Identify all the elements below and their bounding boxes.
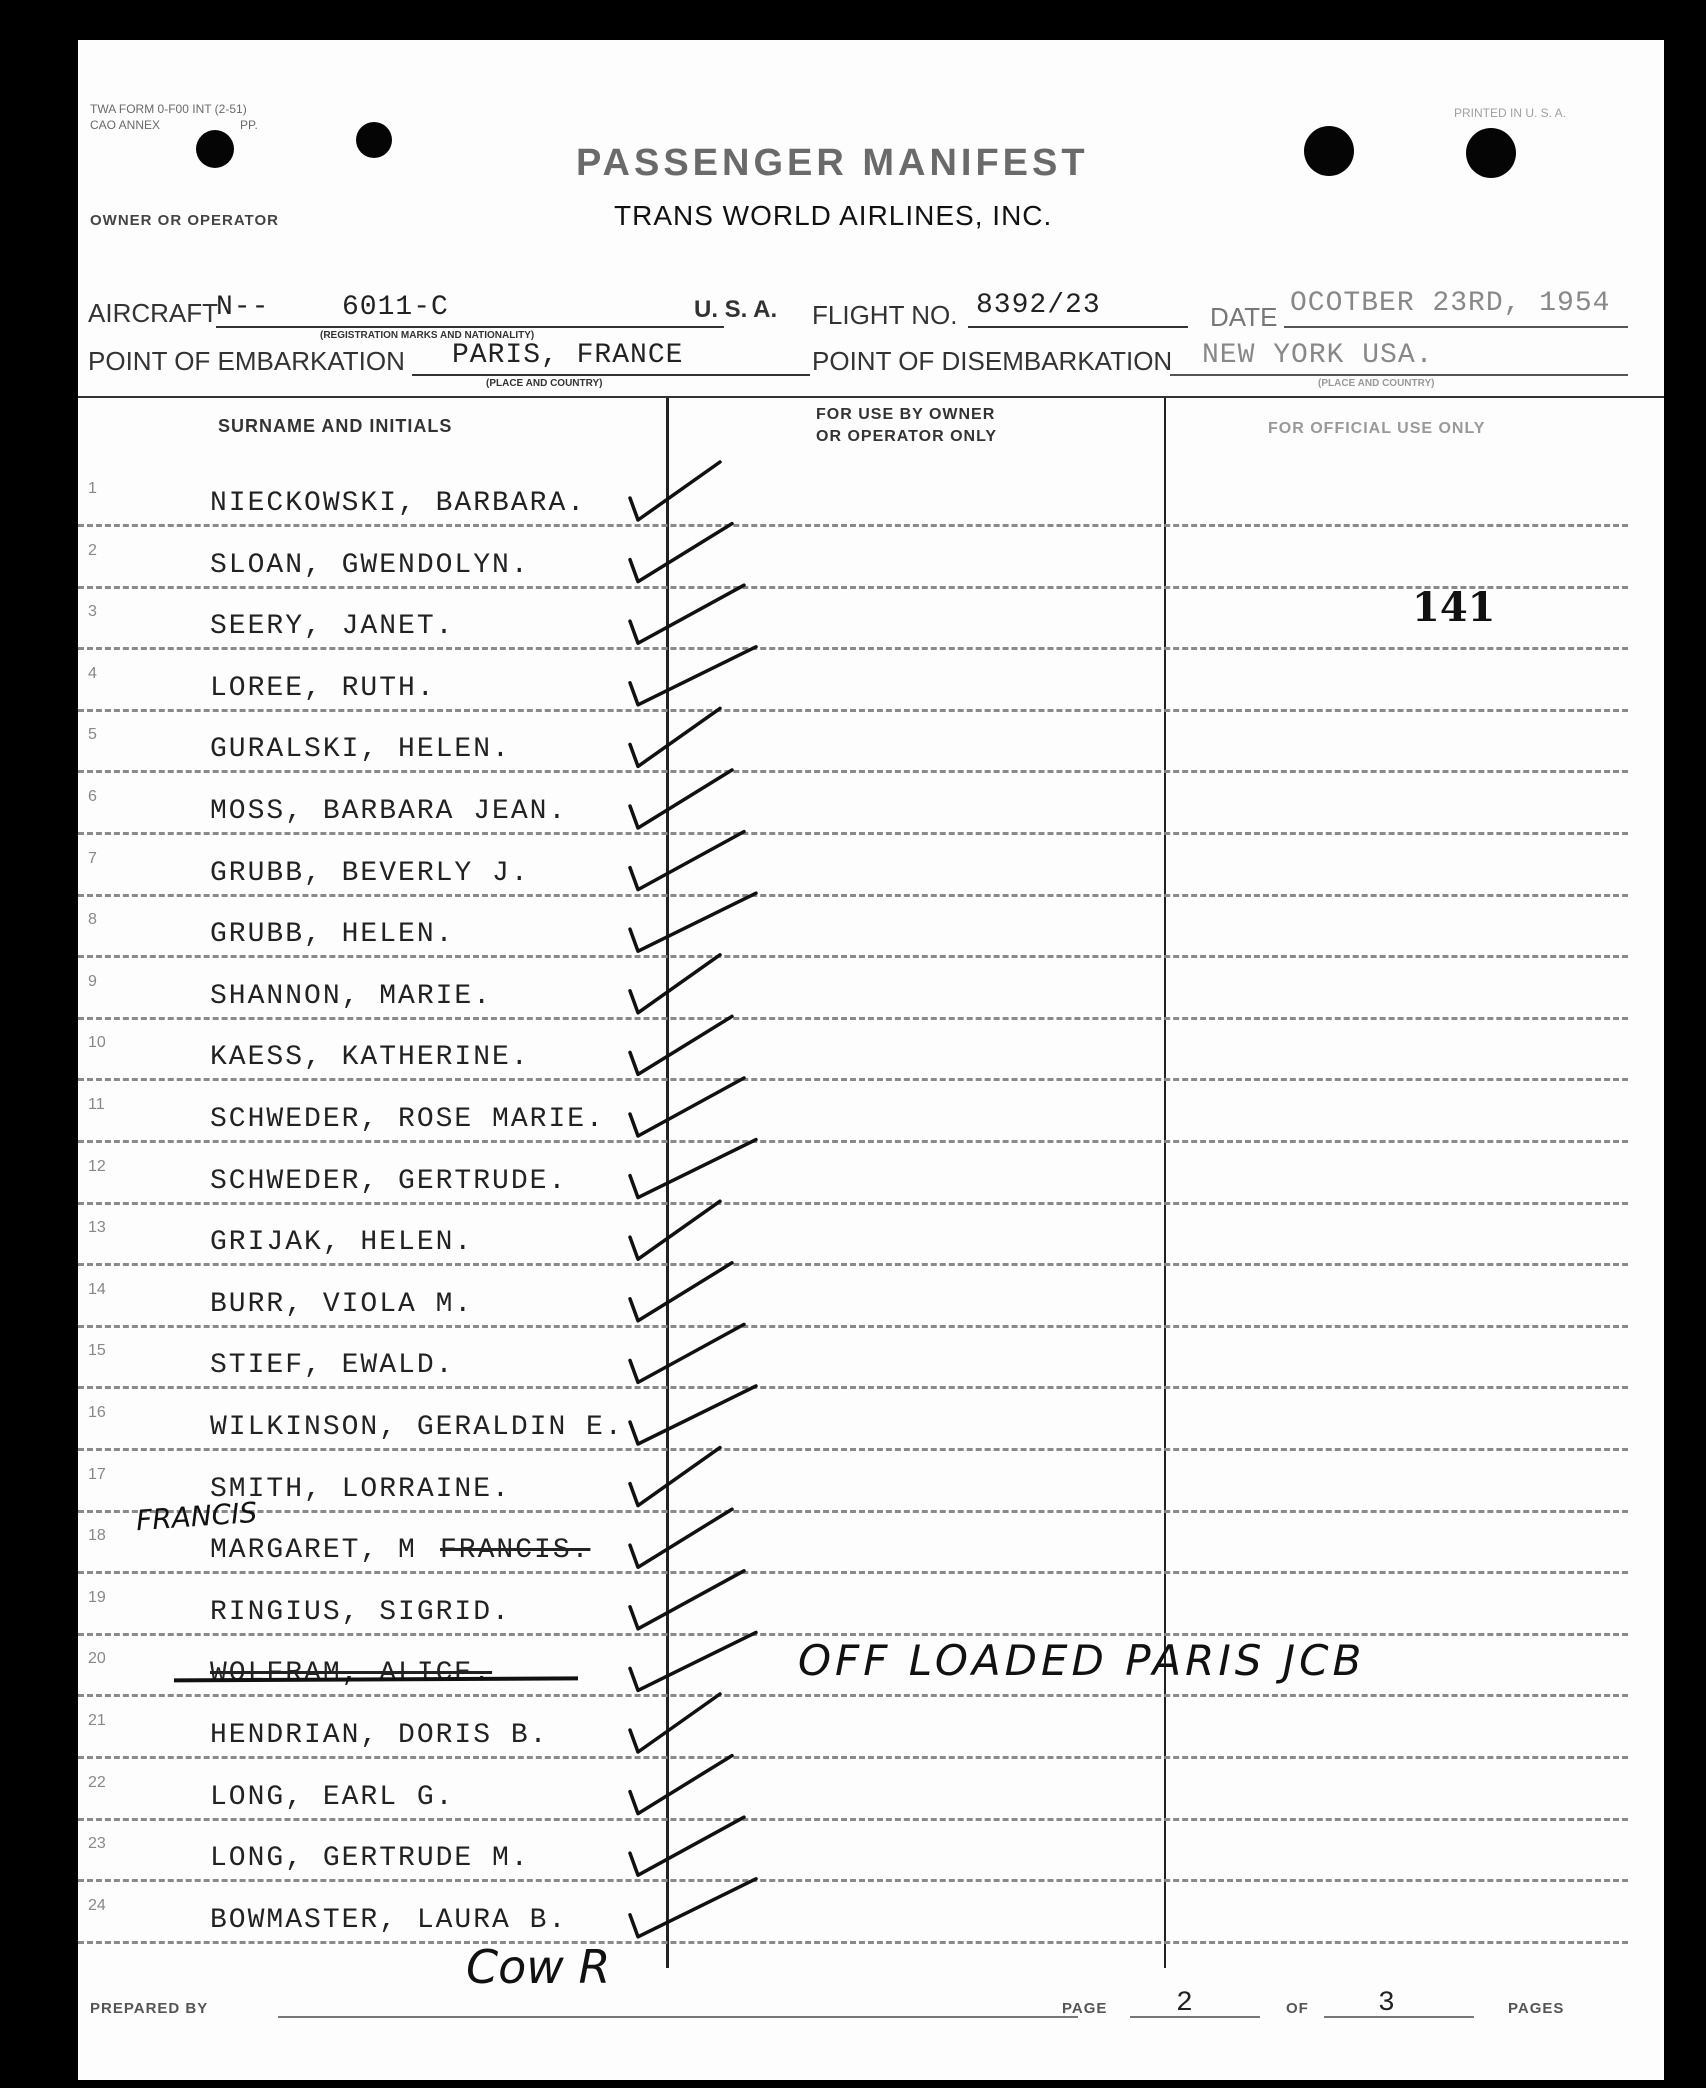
row-number: 12: [88, 1157, 106, 1175]
row-number: 24: [88, 1896, 106, 1914]
row-number: 21: [88, 1712, 106, 1729]
flight-label: FLIGHT NO.: [812, 300, 958, 330]
form-id-suffix: PP.: [240, 118, 258, 132]
date-value: OCOTBER 23RD, 1954: [1290, 288, 1611, 319]
passenger-name: GRUBB, BEVERLY J.: [210, 857, 530, 889]
form-id-line2: CAO ANNEX: [90, 118, 161, 132]
disembark-value: NEW YORK USA.: [1202, 340, 1434, 371]
check-mark: [630, 1448, 720, 1506]
passenger-name: GURALSKI, HELEN.: [210, 734, 511, 766]
passenger-name: WILKINSON, GERALDIN E.: [210, 1412, 624, 1443]
check-mark: [630, 1140, 756, 1198]
airline-name: TRANS WORLD AIRLINES, INC.: [614, 200, 1053, 231]
passenger-name: STIEF, EWALD.: [210, 1350, 455, 1382]
flight-value: 8392/23: [976, 290, 1101, 321]
check-mark: [630, 647, 756, 705]
row-number: 15: [88, 1342, 106, 1360]
embark-label: POINT OF EMBARKATION: [88, 346, 405, 376]
passenger-name: HENDRIAN, DORIS B.: [210, 1720, 549, 1751]
row-number: 1: [88, 480, 97, 497]
check-mark: [630, 1324, 744, 1382]
passenger-name: SCHWEDER, GERTRUDE.: [210, 1165, 568, 1197]
check-mark: [630, 524, 732, 582]
row-number: 3: [88, 603, 97, 621]
check-mark: [630, 893, 756, 951]
strike-line: [174, 1678, 578, 1680]
passenger-name: MARGARET, M: [210, 1535, 417, 1567]
check-mark: [630, 1756, 732, 1814]
prepared-by-label: PREPARED BY: [90, 2000, 209, 2017]
row-number: 20: [88, 1650, 106, 1668]
owner-use-header-line2: OR OPERATOR ONLY: [816, 428, 998, 445]
row-number: 18: [88, 1527, 106, 1545]
row-number: 10: [88, 1034, 106, 1052]
check-mark: [630, 1632, 756, 1690]
check-mark: [630, 770, 732, 828]
check-marks: [78, 40, 1664, 2080]
check-mark: [630, 1509, 732, 1567]
passenger-name: GRUBB, HELEN.: [210, 919, 455, 951]
handwritten-correction: FRANCIS: [134, 1495, 259, 1538]
check-mark: [630, 1817, 744, 1875]
aircraft-value: 6011-C: [342, 292, 449, 323]
passenger-name: LOREE, RUTH.: [210, 672, 436, 704]
check-mark: [630, 1201, 720, 1259]
manifest-sheet: [78, 40, 1664, 2080]
country-label: U. S. A.: [694, 296, 778, 323]
row-number: 19: [88, 1588, 106, 1606]
check-mark: [630, 1263, 732, 1321]
passenger-name: RINGIUS, SIGRID.: [210, 1596, 511, 1628]
page-label: PAGE: [1062, 2000, 1108, 2017]
row-number: 17: [88, 1465, 106, 1483]
check-mark: [630, 1694, 720, 1752]
aircraft-prefix: N--: [216, 292, 270, 323]
passenger-name: LONG, EARL G.: [210, 1781, 455, 1813]
pages-label: PAGES: [1508, 2000, 1565, 2017]
check-mark: [630, 585, 744, 643]
passenger-name: BOWMASTER, LAURA B.: [210, 1904, 568, 1936]
surname-column-header: SURNAME AND INITIALS: [218, 416, 453, 436]
row-number: 23: [88, 1835, 106, 1853]
passenger-name: GRIJAK, HELEN.: [210, 1227, 474, 1259]
passenger-name: SHANNON, MARIE.: [210, 980, 493, 1012]
official-use-header: FOR OFFICIAL USE ONLY: [1268, 420, 1486, 437]
passenger-name: MOSS, BARBARA JEAN.: [210, 796, 568, 827]
check-mark: [630, 462, 720, 520]
page-title: PASSENGER MANIFEST: [576, 142, 1089, 184]
passenger-name: LONG, GERTRUDE M.: [210, 1843, 530, 1875]
embark-note: (PLACE AND COUNTRY): [486, 378, 603, 389]
row-number: 7: [88, 849, 97, 867]
row-number: 5: [88, 726, 97, 744]
row-number: 6: [88, 788, 97, 805]
check-mark: [630, 1879, 756, 1937]
passenger-name: SLOAN, GWENDOLYN.: [210, 549, 530, 581]
passenger-name: KAESS, KATHERINE.: [210, 1042, 530, 1074]
row-number: 14: [88, 1280, 106, 1298]
of-label: OF: [1286, 2000, 1309, 2017]
owner-use-header-line1: FOR USE BY OWNER: [816, 406, 996, 423]
stamp-number: 141: [1412, 584, 1496, 631]
prepared-by-underline: [278, 2016, 1078, 2018]
check-mark: [630, 955, 720, 1013]
offloaded-note: OFF LOADED PARIS JCB: [798, 1636, 1366, 1685]
check-mark: [630, 1386, 756, 1444]
disembark-label: POINT OF DISEMBARKATION: [812, 346, 1173, 376]
disembark-note: (PLACE AND COUNTRY): [1318, 378, 1435, 389]
check-mark: [630, 1078, 744, 1136]
passenger-name: WOLFRAM, ALICE.: [210, 1658, 493, 1690]
date-label: DATE: [1210, 302, 1278, 332]
page-underline: [1130, 2016, 1260, 2018]
row-number: 16: [88, 1404, 106, 1421]
check-mark: [630, 832, 744, 890]
row-number: 2: [88, 541, 97, 559]
row-number: 9: [88, 972, 97, 990]
row-number: 13: [88, 1219, 106, 1237]
printed-in: PRINTED IN U. S. A.: [1454, 106, 1567, 120]
passenger-name: SMITH, LORRAINE.: [210, 1473, 511, 1505]
registration-note: (REGISTRATION MARKS AND NATIONALITY): [320, 330, 535, 341]
passenger-name: SEERY, JANET.: [210, 611, 455, 643]
of-underline: [1324, 2016, 1474, 2018]
passenger-name: BURR, VIOLA M.: [210, 1288, 474, 1320]
passenger-name: NIECKOWSKI, BARBARA.: [210, 488, 587, 519]
owner-label: OWNER OR OPERATOR: [90, 212, 279, 229]
page-value: 2: [1176, 1988, 1194, 2019]
row-number: 8: [88, 911, 97, 929]
aircraft-label: AIRCRAFT: [88, 298, 218, 328]
check-mark: [630, 708, 720, 766]
signature: Cow R: [466, 1940, 611, 1994]
form-id-line1: TWA FORM 0-F00 INT (2-51): [90, 102, 247, 116]
row-number: 22: [88, 1773, 106, 1791]
embark-value: PARIS, FRANCE: [452, 340, 684, 371]
of-value: 3: [1378, 1988, 1396, 2019]
struck-name-part: FRANCIS.: [440, 1535, 591, 1567]
row-number: 4: [88, 664, 97, 682]
row-number: 11: [88, 1096, 105, 1113]
passenger-name: SCHWEDER, ROSE MARIE.: [210, 1104, 605, 1135]
check-mark: [630, 1016, 732, 1074]
check-mark: [630, 1571, 744, 1629]
